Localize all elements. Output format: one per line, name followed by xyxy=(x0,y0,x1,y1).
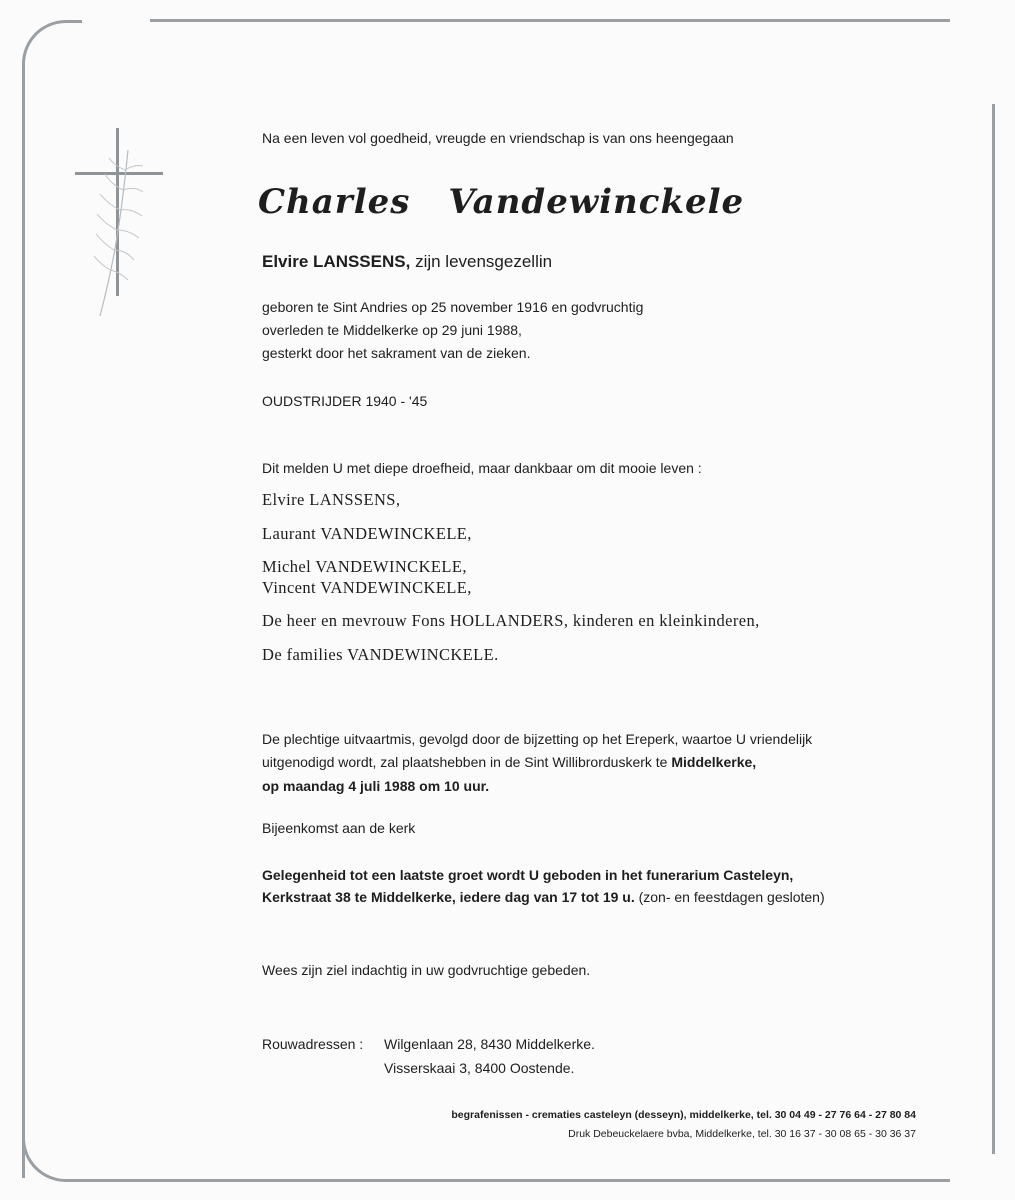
intro-text: Na een leven vol goedheid, vreugde en vriendschap is van ons heengegaan xyxy=(262,130,734,146)
family-member: Laurant VANDEWINCKELE, xyxy=(262,524,472,543)
deceased-name xyxy=(258,182,744,222)
deceased-first-name: Charles xyxy=(258,182,411,222)
frame-top-rule xyxy=(150,19,950,22)
family-member: Vincent VANDEWINCKELE, xyxy=(262,578,472,597)
frame-right-rule xyxy=(992,104,995,1154)
footer-funeral-home: begrafenissen - crematies casteleyn (desseyn), middelkerke, tel. 30 04 49 - 27 76 64 - 27 80 84 xyxy=(451,1109,916,1121)
address-2: Visserskaai 3, 8400 Oostende. xyxy=(384,1060,575,1076)
funeral-line-2 xyxy=(262,754,756,770)
funeral-line-1: De plechtige uitvaartmis, gevolgd door de bijzetting op het Ereperk, waartoe U vriendelijk xyxy=(262,731,813,747)
birth-line: geboren te Sint Andries op 25 november 1916 en godvruchtig xyxy=(262,299,644,315)
partner-name: Elvire LANSSENS, xyxy=(262,252,411,271)
funeral-church: uitgenodigd wordt, zal plaatshebben in de Sint Willibrorduskerk te xyxy=(262,754,668,770)
family-member: De families VANDEWINCKELE. xyxy=(262,645,499,664)
viewing-line-1: Gelegenheid tot een laatste groet wordt U geboden in het funerarium Casteleyn, xyxy=(262,867,794,883)
family-member: Michel VANDEWINCKELE, xyxy=(262,557,467,576)
addresses-label: Rouwadressen : xyxy=(262,1036,364,1052)
veteran-line: OUDSTRIJDER 1940 - '45 xyxy=(262,393,428,409)
viewing-closed-note: (zon- en feestdagen gesloten) xyxy=(638,889,825,905)
frame-left-rule xyxy=(22,78,25,1178)
family-member: Elvire LANSSENS, xyxy=(262,490,401,509)
frame-bottom-left-corner xyxy=(22,1130,82,1182)
frame-top-left-corner xyxy=(22,20,82,80)
sacrament-line: gesterkt door het sakrament van de zieken. xyxy=(262,345,531,361)
partner-line xyxy=(262,252,552,272)
viewing-line-2 xyxy=(262,889,825,905)
funeral-place: Middelkerke, xyxy=(671,754,757,770)
deceased-last-name: Vandewinckele xyxy=(448,182,745,222)
family-member: De heer en mevrouw Fons HOLLANDERS, kinderen en kleinkinderen, xyxy=(262,611,760,630)
prayer-line: Wees zijn ziel indachtig in uw godvruchtige gebeden. xyxy=(262,962,591,978)
funeral-date: op maandag 4 juli 1988 om 10 uur. xyxy=(262,778,490,794)
frame-bottom-rule xyxy=(80,1179,950,1182)
viewing-address-hours: Kerkstraat 38 te Middelkerke, iedere dag van 17 tot 19 u. xyxy=(262,889,635,905)
partner-relation: zijn levensgezellin xyxy=(415,252,553,271)
announcement-line: Dit melden U met diepe droefheid, maar dankbaar om dit mooie leven : xyxy=(262,460,702,476)
gathering-line: Bijeenkomst aan de kerk xyxy=(262,820,416,836)
footer-printer: Druk Debeuckelaere bvba, Middelkerke, tel. 30 16 37 - 30 08 65 - 30 36 37 xyxy=(568,1128,916,1140)
death-line: overleden te Middelkerke op 29 juni 1988, xyxy=(262,322,522,338)
cross-with-palm-icon xyxy=(70,120,170,320)
address-1: Wilgenlaan 28, 8430 Middelkerke. xyxy=(384,1036,595,1052)
